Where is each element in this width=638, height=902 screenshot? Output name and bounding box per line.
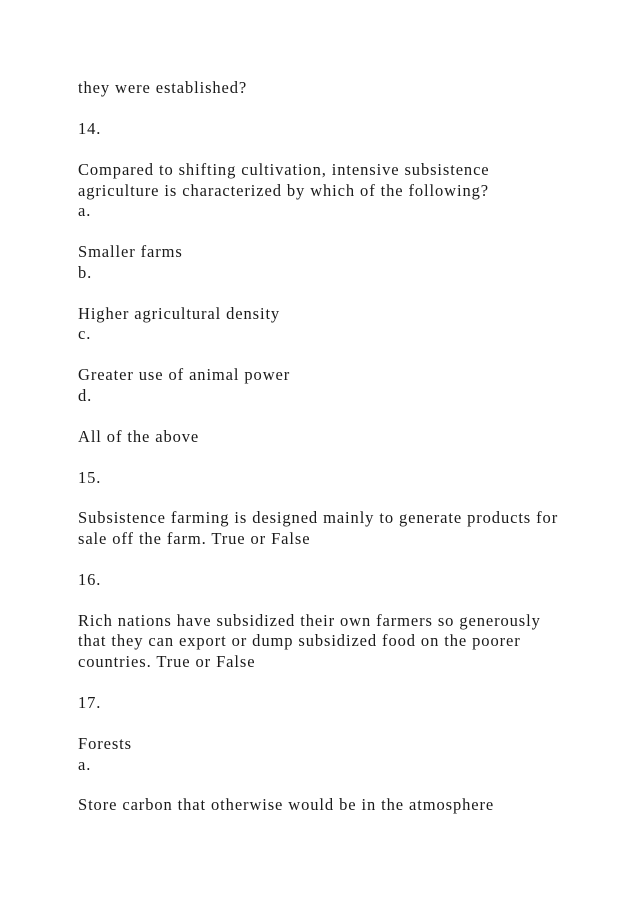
- option-c-label: c.: [78, 324, 92, 343]
- question-17-option-a-label: a.: [78, 755, 92, 774]
- question-16-text-line-3: countries. True or False: [78, 652, 256, 671]
- question-15-text-line-2: sale off the farm. True or False: [78, 529, 311, 548]
- option-a-text: Smaller farms: [78, 242, 183, 261]
- question-16-number: 16.: [78, 570, 102, 589]
- question-16-text-line-1: Rich nations have subsidized their own farmers so generously: [78, 611, 541, 630]
- question-15-text-line-1: Subsistence farming is designed mainly to generate products for: [78, 508, 559, 527]
- option-b-label: b.: [78, 263, 93, 282]
- question-13-continuation: they were established?: [78, 78, 248, 97]
- question-17-number: 17.: [78, 693, 102, 712]
- question-15-number: 15.: [78, 468, 102, 487]
- question-16-text-line-2: that they can export or dump subsidized food on the poorer: [78, 631, 521, 650]
- question-17-text: Forests: [78, 734, 132, 753]
- question-14-text-line-1: Compared to shifting cultivation, intensive subsistence: [78, 160, 490, 179]
- option-c-text: Greater use of animal power: [78, 365, 291, 384]
- question-14-text-line-2: agriculture is characterized by which of the following?: [78, 181, 489, 200]
- option-d-text: All of the above: [78, 427, 200, 446]
- question-17-option-a-text: Store carbon that otherwise would be in the atmosphere: [78, 795, 495, 814]
- option-b-text: Higher agricultural density: [78, 304, 281, 323]
- question-14-number: 14.: [78, 119, 102, 138]
- option-d-label: d.: [78, 386, 93, 405]
- option-a-label: a.: [78, 201, 92, 220]
